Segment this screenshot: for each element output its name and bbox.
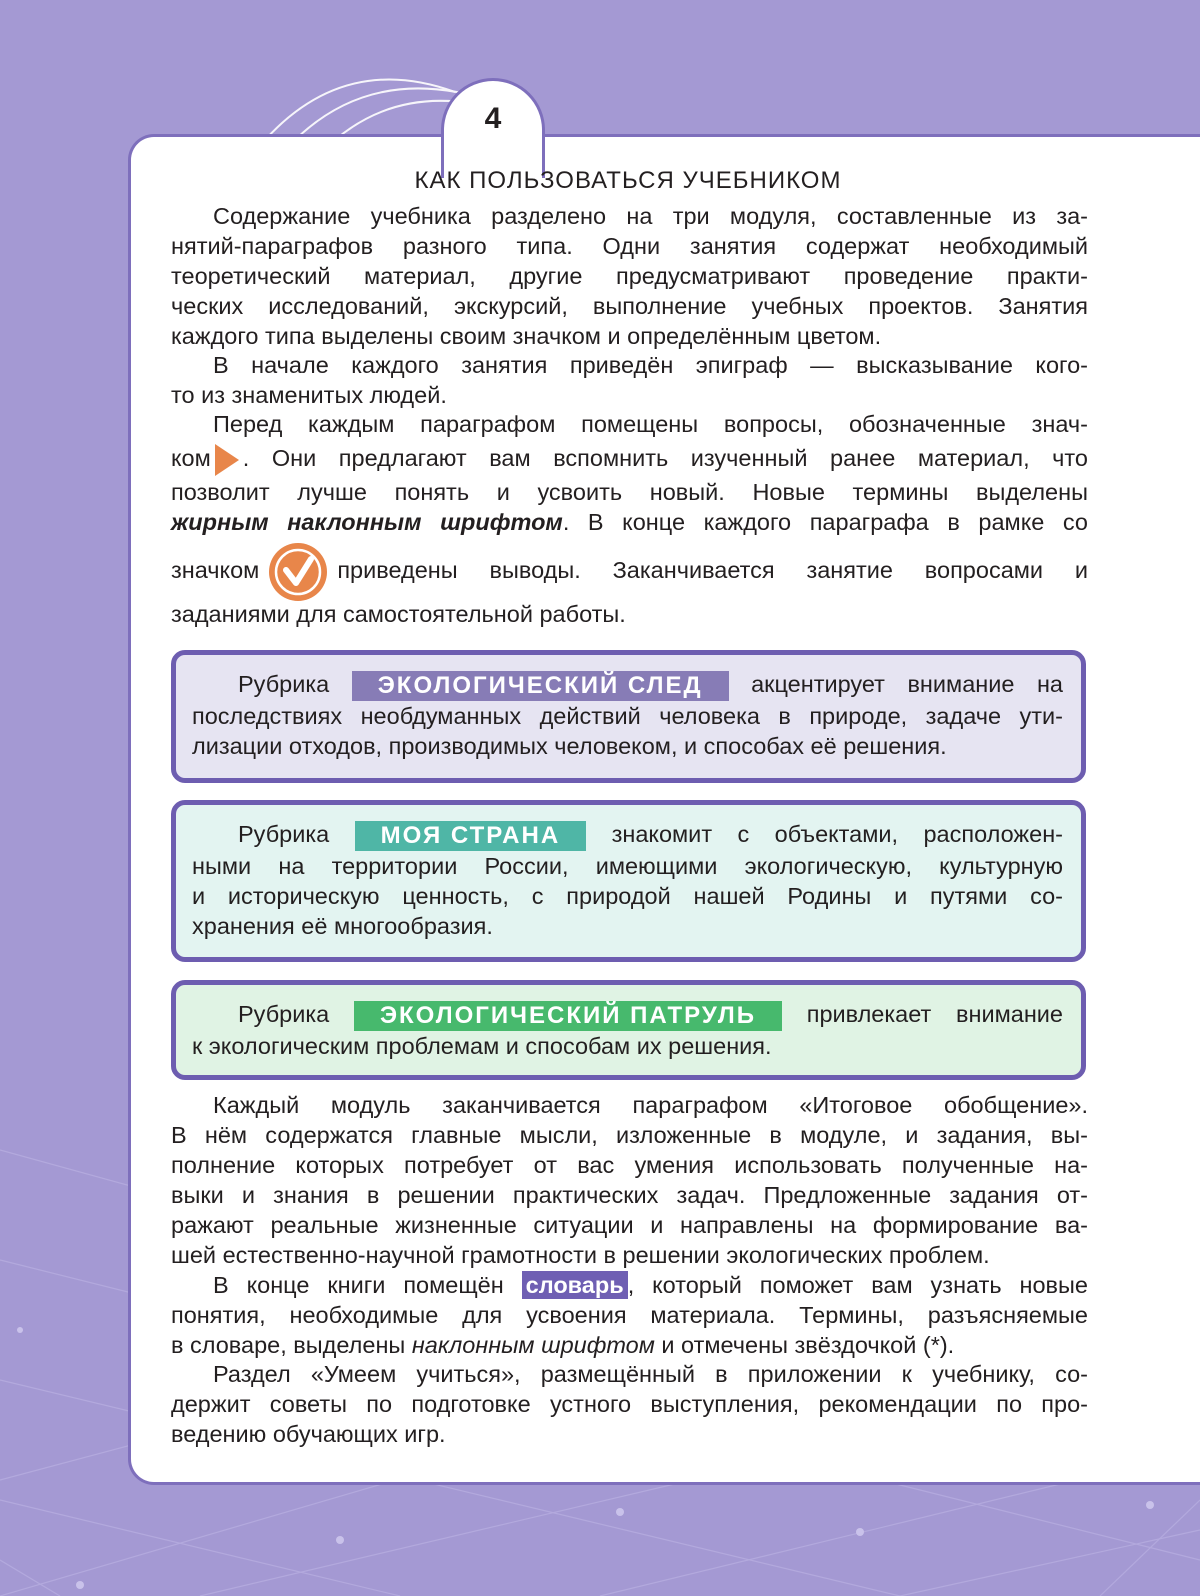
bold-italic-term: жирным наклонным шрифтом xyxy=(171,509,563,535)
rubric-box-my-country: Рубрика МОЯ СТРАНА знакомит с объектами, расположен- ными на территории России, имеющими экологическую, культурную и историческую ценность, с природой нашей Родины и путями со- хранения её многообразия. xyxy=(171,800,1086,962)
rubric-badge-eco-patrol: ЭКОЛОГИЧЕСКИЙ ПАТРУЛЬ xyxy=(354,1001,782,1031)
paragraph-dictionary: В конце книги помещён словарь , который поможет вам узнать новые понятия, необходимые для усвоения материала. Термины, разъясняемые в словаре, выделены наклонным шрифтом и отмечены звёздочкой (*). xyxy=(171,1272,1088,1358)
checkmark-icon xyxy=(269,543,327,601)
dictionary-label: словарь xyxy=(522,1271,628,1299)
paragraph-questions: Перед каждым параграфом помещены вопросы, обозначенные знач- ком . Они предлагают вам вспомнить изученный ранее материал, что позволит лучше понять и усвоить новый. Новые термины выделены жирным наклонным шрифтом. В конце каждого параграфа в рамке со значком приведены выводы. Заканчивается занятие вопросами и заданиями для самостоятельной работы. xyxy=(171,411,1088,627)
page-title: КАК ПОЛЬЗОВАТЬСЯ УЧЕБНИКОМ xyxy=(414,167,842,194)
triangle-arrow-icon xyxy=(215,444,239,476)
rubric-badge-my-country: МОЯ СТРАНА xyxy=(355,821,587,851)
rubric-box-eco-patrol: Рубрика ЭКОЛОГИЧЕСКИЙ ПАТРУЛЬ привлекает внимание к экологическим проблемам и способам их решения. xyxy=(171,980,1086,1080)
rubric-box-eco-trace: Рубрика ЭКОЛОГИЧЕСКИЙ СЛЕД акцентирует внимание на последствиях необдуманных действий человека в природе, задаче ути- лизации отходов, производимых человеком, и способах её решения. xyxy=(171,650,1086,783)
paragraph-structure: Содержание учебника разделено на три модуля, составленные из за- нятий-параграфов разного типа. Одни занятия содержат необходимый теоретический материал, другие предусматривают проведение практи- ческих исследований, экскурсий, выполнение учебных проектов. Занятия каждого типа выделены своим значком и определённым цветом. xyxy=(171,203,1088,349)
paragraph-epigraph: В начале каждого занятия приведён эпиграф — высказывание кого- то из знаменитых людей. xyxy=(171,352,1088,408)
paragraph-learning-section: Раздел «Умеем учиться», размещённый в приложении к учебнику, со- держит советы по подготовке устного выступления, рекомендации по про- ведению обучающих игр. xyxy=(171,1361,1088,1447)
paragraph-module-summary: Каждый модуль заканчивается параграфом «Итоговое обобщение». В нём содержатся главные мысли, изложенные в модуле, и задания, вы- полнение которых потребует от вас умения использовать полученные на- выки и знания в решении практических задач. Предложенные задания от- ражают реальные жизненные ситуации и направлены на формирование ва- шей естественно-научной грамотности в решении экологических проблем. xyxy=(171,1092,1088,1268)
rubric-badge-eco-trace: ЭКОЛОГИЧЕСКИЙ СЛЕД xyxy=(352,671,729,701)
page-number: 4 xyxy=(484,102,502,135)
italic-term: наклонным шрифтом xyxy=(411,1332,655,1358)
